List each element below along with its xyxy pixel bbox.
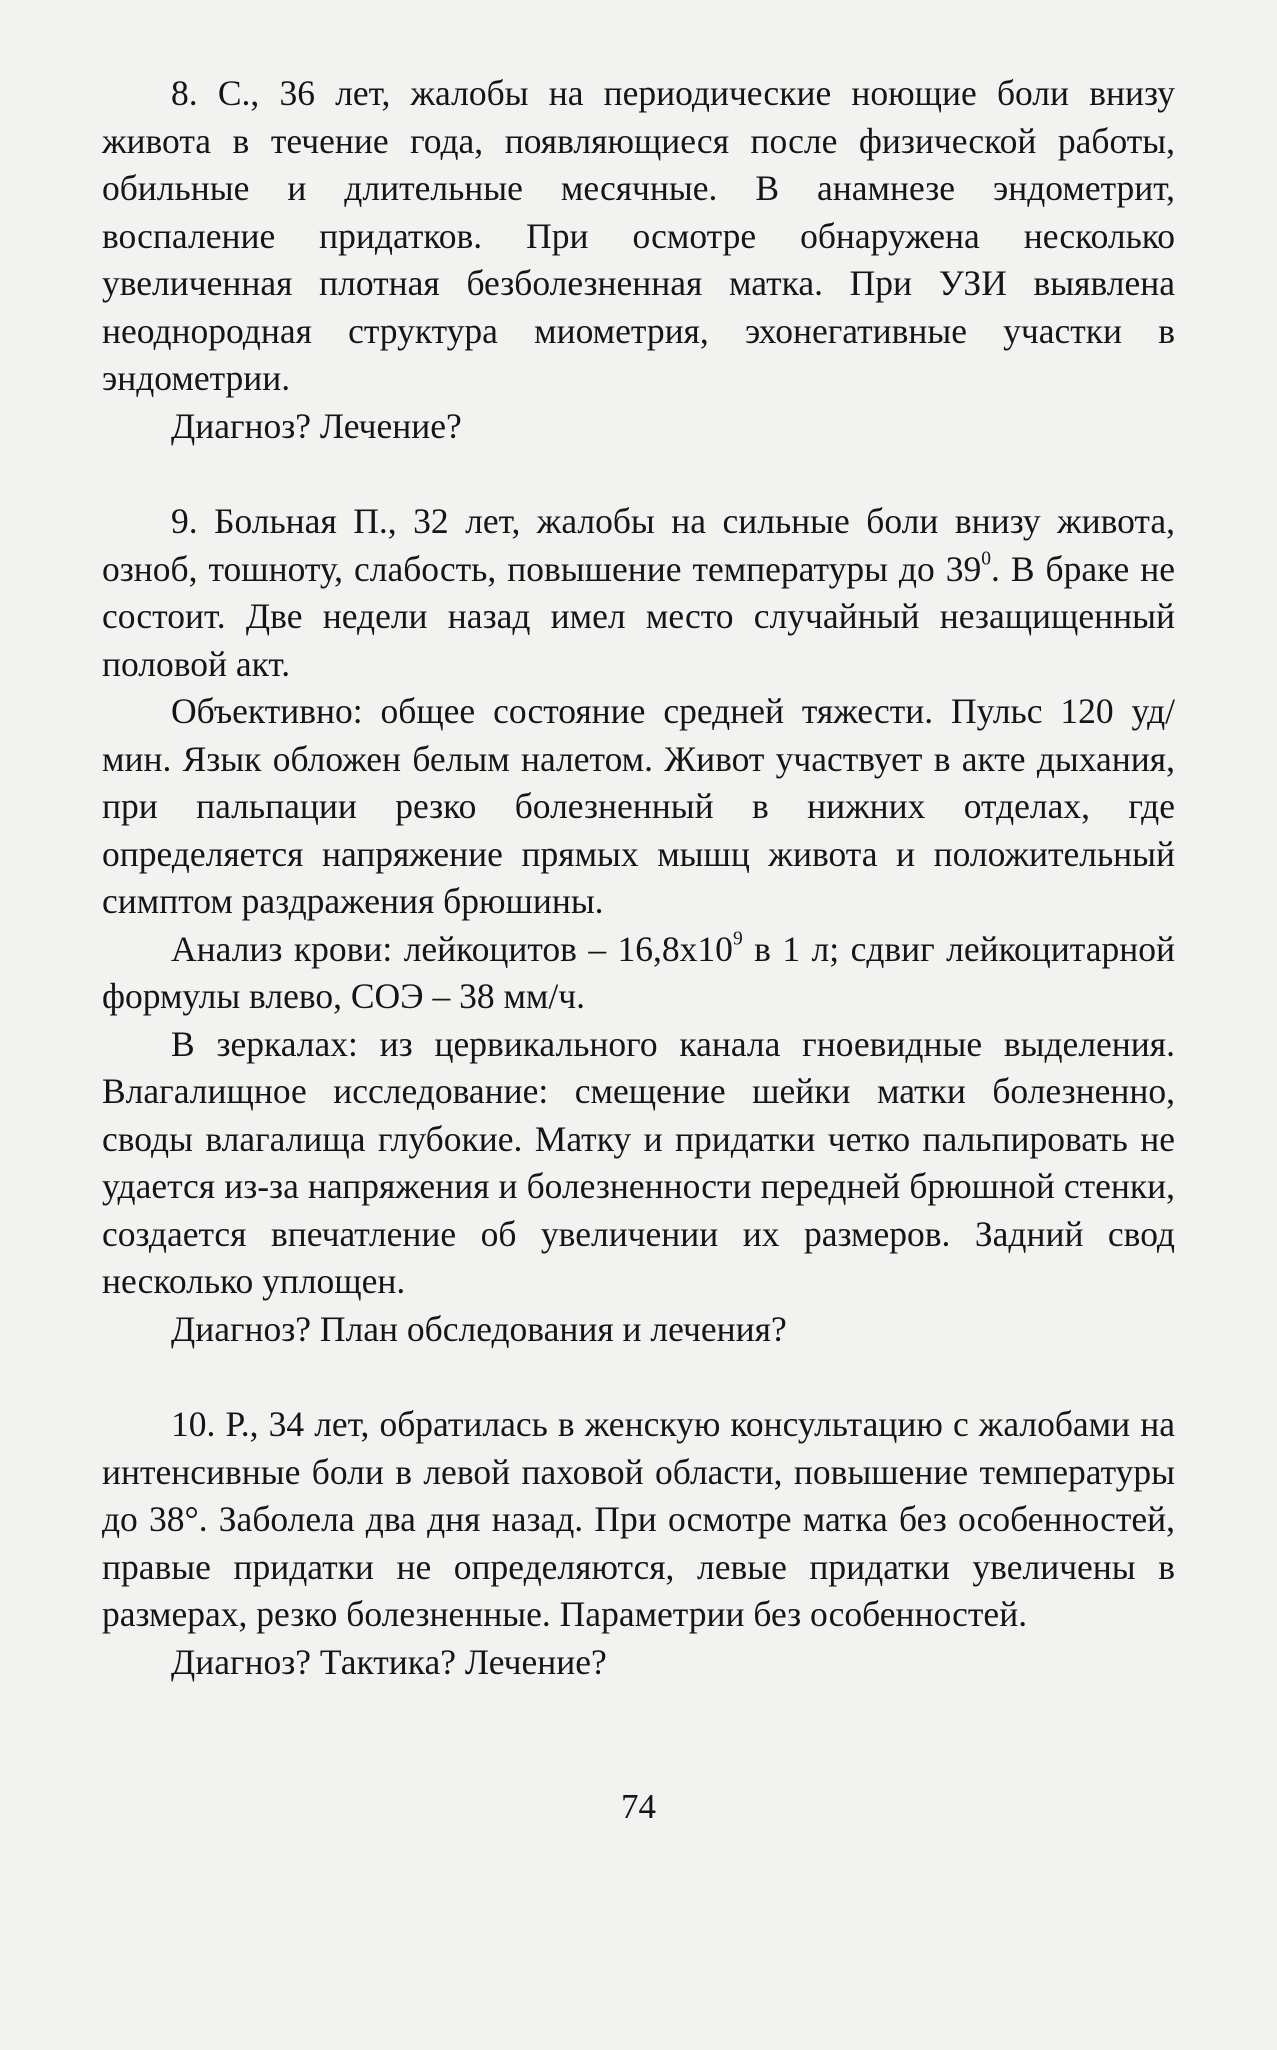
case-9-objective: Объективно: общее состояние средней тяжести. Пульс 120 уд/мин. Язык обложен белым налетом. Живот участвует в акте дыхания, при пальпации резко болезненный в нижних отделах, где определяется напряжение прямых мышц живота и положительный симптом раздражения брюшины. [102, 691, 1175, 921]
case-8-question: Диагноз? Лечение? [171, 405, 462, 446]
blood-analysis-start: Анализ крови: лейкоцитов – 16,8х10 [171, 928, 733, 969]
page-text [102, 70, 1175, 1686]
case-9-description [102, 498, 1175, 688]
degree-superscript: 0 [981, 547, 991, 569]
case-9-intro: 9. Больная П., 32 лет, жалобы на сильные боли внизу живота, озноб, тошноту, слабость, повышение температуры до 39 [102, 501, 1175, 589]
case-9-question: Диагноз? План обследования и лечения? [171, 1308, 787, 1349]
blood-analysis-end: в 1 л; сдвиг лейкоцитарной формулы влево, СОЭ – 38 мм/ч. [102, 928, 1176, 1016]
case-9-mirrors-exam: В зеркалах: из цервикального канала гноевидные выделения. Влагалищное исследование: смещение шейки матки болезненно, своды влагалища глубокие. Матку и придатки четко пальпировать не удается из-за напряжения и болезненности передней брюшной стенки, создается впечатление об увеличении их размеров. Задний свод несколько уплощен. [102, 1023, 1175, 1301]
case-10-question: Диагноз? Тактика? Лечение? [171, 1641, 607, 1682]
case-9-blood-analysis [102, 926, 1175, 1021]
case-10-description: 10. Р., 34 лет, обратилась в женскую консультацию с жалобами на интенсивные боли в левой паховой области, повышение температуры до 38°. Заболела два дня назад. При осмотре матка без особенностей, правые придатки не определяются, левые придатки увеличены в размерах, резко болезненные. Параметрии без особенностей. [102, 1404, 1175, 1634]
section-gap [102, 1353, 1175, 1401]
section-gap [102, 450, 1175, 498]
case-8-description: 8. С., 36 лет, жалобы на периодические ноющие боли внизу живота в течение года, появляющиеся после физической работы, обильные и длительные месячные. В анамнезе эндометрит, воспаление придатков. При осмотре обнаружена несколько увеличенная плотная безболезненная матка. При УЗИ выявлена неоднородная структура миометрия, эхонегативные участки в эндометрии. [102, 73, 1175, 398]
page-number: 74 [621, 1787, 656, 1826]
power-superscript: 9 [732, 927, 743, 949]
case-9-intro-end: . В браке не состоит. Две недели назад имел место случайный незащищенный половой акт. [102, 548, 1175, 684]
